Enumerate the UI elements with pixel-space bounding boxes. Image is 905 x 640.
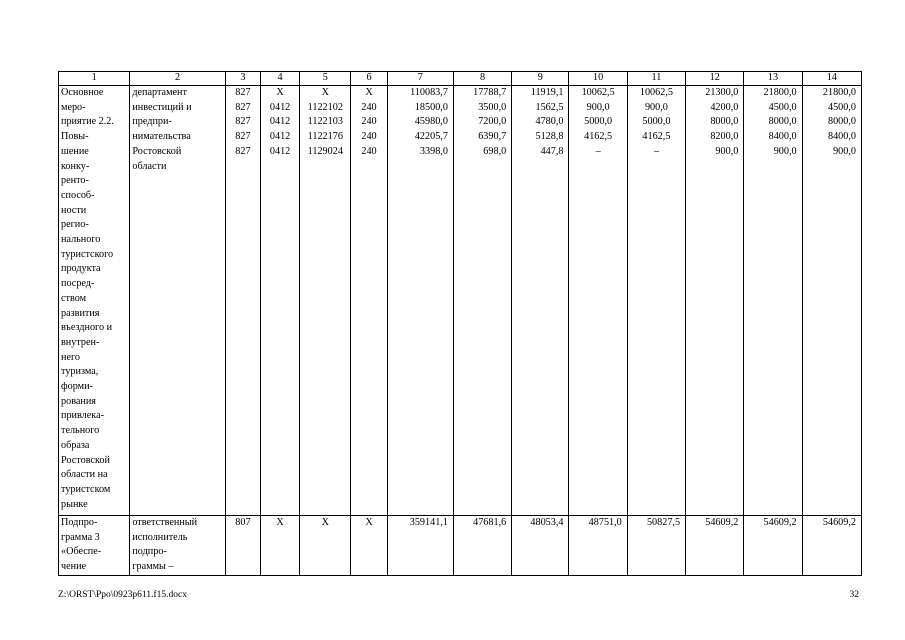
- cell-line: грамма 3: [61, 531, 100, 543]
- cell-line: «Обеспе-: [61, 546, 102, 558]
- cell-line: 900,0: [586, 101, 610, 113]
- cell-line: шение: [61, 145, 89, 157]
- cell-line: приятие 2.2.: [61, 116, 114, 128]
- amount-cell: 54609,2: [686, 516, 744, 576]
- cell-line: 3398,0: [419, 145, 448, 157]
- cell-line: продукта: [61, 263, 101, 275]
- cell-line: привлека-: [61, 410, 104, 422]
- cell-line: 42205,7: [414, 131, 448, 143]
- cell-line: тельного: [61, 425, 100, 437]
- cell-line: 110083,7: [410, 87, 448, 98]
- cell-line: 900,0: [773, 145, 797, 157]
- cell-line: 447,8: [540, 145, 564, 157]
- column-header: 2: [130, 72, 225, 86]
- cell-line: 0412: [269, 145, 291, 157]
- column-header: 5: [300, 72, 351, 86]
- cell-line: Ростовской: [61, 454, 110, 466]
- cell-line: 827: [235, 101, 251, 113]
- cell-line: рынке: [61, 498, 88, 510]
- code-csr-cell: [300, 86, 351, 516]
- column-header: 12: [686, 72, 744, 86]
- cell-line: 4200,0: [710, 101, 739, 113]
- document-file-path: Z:\ORST\Ppo\0923p611.f15.docx: [58, 590, 187, 600]
- cell-line: форми-: [61, 381, 93, 393]
- cell-line: Ростовской: [132, 145, 182, 157]
- measure-name-cell: [59, 86, 130, 516]
- column-header: 9: [512, 72, 569, 86]
- cell-line: 0412: [269, 101, 291, 113]
- cell-line: чение: [61, 561, 87, 573]
- cell-line: X: [276, 87, 284, 98]
- cell-line: образа: [61, 439, 90, 451]
- page-number: 32: [849, 590, 859, 600]
- cell-line: подпро-: [132, 546, 167, 558]
- amount-total-cell: 359141,1: [387, 516, 453, 576]
- code-rzpr-cell: [260, 86, 299, 516]
- cell-line: меро-: [61, 101, 86, 113]
- cell-line: регио-: [61, 219, 89, 231]
- cell-line: ством: [61, 292, 87, 304]
- cell-line: 4780,0: [535, 116, 564, 128]
- code-vr-cell: [351, 86, 387, 516]
- table-row: [59, 516, 862, 576]
- amount-cell: 48053,4: [512, 516, 569, 576]
- table-row: [59, 86, 862, 516]
- amount-cell: [744, 86, 802, 516]
- amount-cell: 47681,6: [453, 516, 511, 576]
- cell-line: 698,0: [483, 145, 507, 157]
- cell-line: рования: [61, 395, 96, 407]
- cell-line: 1562,5: [535, 101, 564, 113]
- column-header: 1: [59, 72, 130, 86]
- column-header: 3: [225, 72, 260, 86]
- cell-line: 10062,5: [581, 87, 615, 98]
- cell-line: 8000,0: [710, 116, 739, 128]
- cell-line: туристском: [61, 483, 111, 495]
- cell-line: предпри-: [132, 116, 172, 128]
- amount-cell: [686, 86, 744, 516]
- cell-line: –: [595, 145, 601, 157]
- cell-line: нимательства: [132, 131, 191, 143]
- executor-cell: [130, 516, 225, 576]
- amount-cell: [627, 86, 685, 516]
- cell-line: способ-: [61, 189, 95, 201]
- column-header: 13: [744, 72, 802, 86]
- cell-line: 827: [235, 145, 251, 157]
- column-header: 6: [351, 72, 387, 86]
- cell-line: –: [653, 145, 659, 157]
- column-header: 4: [260, 72, 299, 86]
- cell-line: 8400,0: [768, 131, 797, 143]
- code-grbs-cell: [225, 86, 260, 516]
- executor-cell: [130, 86, 225, 516]
- cell-line: 8000,0: [827, 116, 856, 128]
- cell-line: 1122103: [307, 116, 343, 128]
- cell-line: 5000,0: [584, 116, 613, 128]
- cell-line: посред-: [61, 278, 95, 290]
- cell-line: 900,0: [644, 101, 668, 113]
- cell-line: 10062,5: [639, 87, 673, 98]
- cell-line: внутрен-: [61, 336, 100, 348]
- cell-line: 827: [235, 116, 251, 128]
- cell-line: 900,0: [833, 145, 856, 157]
- cell-line: 8000,0: [768, 116, 797, 128]
- amount-cell: [512, 86, 569, 516]
- cell-line: 4500,0: [827, 101, 856, 113]
- cell-line: 45980,0: [414, 116, 448, 128]
- cell-line: исполнитель: [132, 531, 188, 543]
- cell-line: области на: [61, 469, 108, 481]
- cell-line: 7200,0: [478, 116, 507, 128]
- cell-line: ренто-: [61, 175, 89, 187]
- budget-table: [58, 71, 862, 576]
- amount-cell: 54609,2: [744, 516, 802, 576]
- cell-line: 240: [361, 145, 377, 157]
- cell-line: туризма,: [61, 366, 99, 378]
- cell-line: 5000,0: [642, 116, 671, 128]
- amount-cell: [802, 86, 861, 516]
- cell-line: него: [61, 351, 80, 363]
- cell-line: X: [321, 87, 329, 98]
- cell-line: департамент: [132, 87, 187, 98]
- cell-line: 827: [235, 131, 251, 143]
- cell-line: развития: [61, 307, 100, 319]
- cell-line: 8200,0: [710, 131, 739, 143]
- cell-line: 900,0: [715, 145, 739, 157]
- column-header: 10: [569, 72, 627, 86]
- column-header: 14: [802, 72, 861, 86]
- cell-line: ответственный: [132, 517, 198, 528]
- cell-line: нального: [61, 234, 101, 246]
- cell-line: 0412: [269, 131, 291, 143]
- cell-line: Основное: [61, 87, 104, 98]
- amount-cell: [453, 86, 511, 516]
- cell-line: 6390,7: [478, 131, 507, 143]
- table-header-row: [59, 72, 862, 86]
- cell-line: 17788,7: [473, 87, 507, 98]
- cell-line: 4162,5: [642, 131, 671, 143]
- cell-line: 8400,0: [827, 131, 856, 143]
- cell-line: 0412: [269, 116, 291, 128]
- cell-line: 1122176: [307, 131, 343, 143]
- cell-line: 4500,0: [768, 101, 797, 113]
- cell-line: 1122102: [307, 101, 343, 113]
- cell-line: инвестиций и: [132, 101, 192, 113]
- cell-line: туристского: [61, 248, 114, 260]
- cell-line: 240: [361, 116, 377, 128]
- amount-cell: [569, 86, 627, 516]
- cell-line: 1129024: [307, 145, 343, 157]
- code-rzpr-cell: X: [260, 516, 299, 576]
- cell-line: 240: [361, 131, 377, 143]
- cell-line: ности: [61, 204, 87, 216]
- cell-line: X: [365, 87, 373, 98]
- cell-line: области: [132, 160, 167, 172]
- amount-cell: 50827,5: [627, 516, 685, 576]
- cell-line: 827: [235, 87, 251, 98]
- cell-line: 5128,8: [535, 131, 564, 143]
- measure-name-cell: [59, 516, 130, 576]
- code-vr-cell: X: [351, 516, 387, 576]
- cell-line: Подпро-: [61, 517, 98, 528]
- cell-line: граммы –: [132, 561, 174, 573]
- column-header: 11: [627, 72, 685, 86]
- cell-line: 21800,0: [763, 87, 797, 98]
- cell-line: 18500,0: [414, 101, 448, 113]
- amount-total-cell: [387, 86, 453, 516]
- amount-cell: 48751,0: [569, 516, 627, 576]
- cell-line: 11919,1: [530, 87, 564, 98]
- cell-line: 21300,0: [705, 87, 739, 98]
- cell-line: Повы-: [61, 131, 89, 143]
- cell-line: конку-: [61, 160, 90, 172]
- column-header: 7: [387, 72, 453, 86]
- code-grbs-cell: 807: [225, 516, 260, 576]
- code-csr-cell: X: [300, 516, 351, 576]
- cell-line: въездного и: [61, 322, 113, 334]
- cell-line: 4162,5: [584, 131, 613, 143]
- cell-line: 3500,0: [478, 101, 507, 113]
- column-header: 8: [453, 72, 511, 86]
- cell-line: 21800,0: [822, 87, 856, 98]
- amount-cell: 54609,2: [802, 516, 861, 576]
- cell-line: 240: [361, 101, 377, 113]
